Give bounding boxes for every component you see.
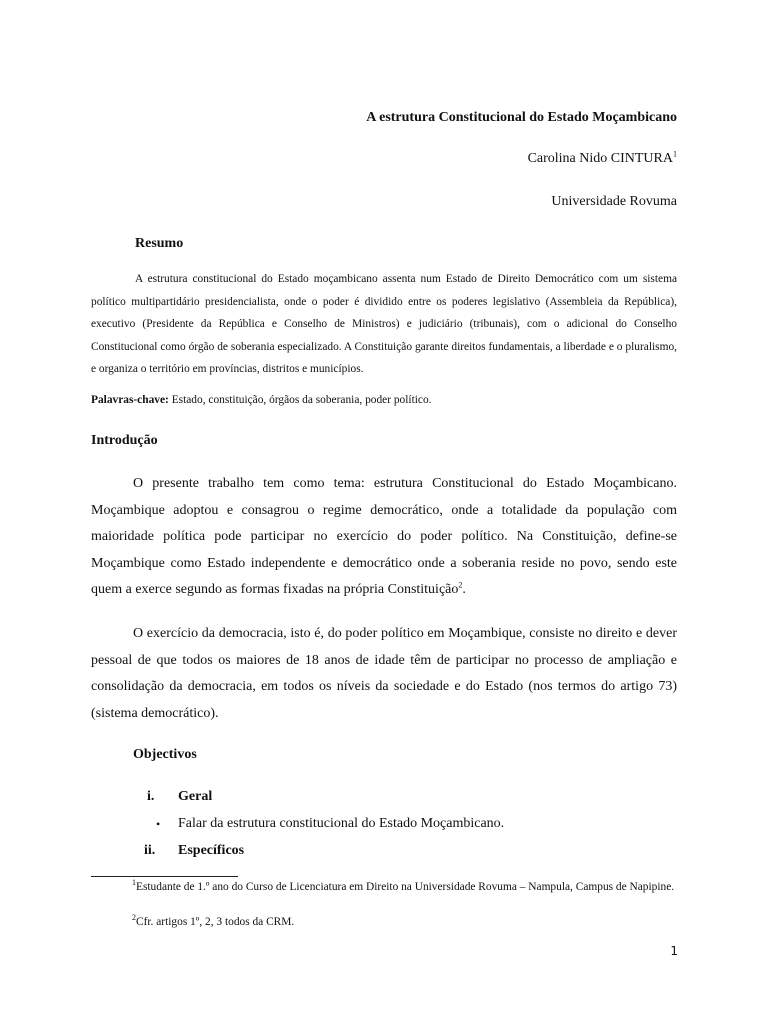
objective-number-1: i. [147, 789, 155, 804]
footnote-1 [91, 879, 679, 896]
keywords-label: Palavras-chave: [91, 394, 169, 406]
objectives-heading: Objectivos [133, 747, 197, 762]
footnote-1-mark: 1 [132, 878, 136, 888]
footnote-2-text: Cfr. artigos 1º, 2, 3 todos da CRM. [136, 916, 295, 928]
footnote-1-text: Estudante de 1.º ano do Curso de Licenciatura em Direito na Universidade Rovuma – Nampula, Campus de Napipine. [136, 881, 675, 893]
objective-number-2: ii. [144, 843, 156, 858]
intro-paragraph-1-text: O presente trabalho tem como tema: estrutura Constitucional do Estado Moçambicano. Moçambique adoptou e consagrou o regime democrático, onde a totalidade da população com maioridade política pode participar no exercício do poder político. Na Constituição, define-se Moçambique como Estado independente e democrático onde a soberania reside no povo, sendo este quem a exerce segundo as formas fixadas na própria Constituição [91, 476, 677, 597]
abstract-heading: Resumo [135, 236, 184, 251]
keywords-list: Estado, constituição, órgãos da soberania, poder político. [171, 394, 432, 406]
author-footnote-mark: 1 [673, 149, 677, 159]
intro-footnote-mark: 2 [458, 580, 463, 590]
bullet-icon: • [156, 817, 161, 831]
author-name: Carolina Nido CINTURA [527, 151, 673, 166]
page-number: 1 [670, 944, 678, 958]
affiliation: Universidade Rovuma [551, 194, 677, 209]
objective-general-label: Geral [178, 789, 213, 804]
footnote-2-mark: 2 [132, 913, 136, 923]
intro-paragraph-1-end: . [462, 582, 466, 597]
keywords [91, 394, 432, 406]
introduction-heading: Introdução [91, 433, 158, 448]
footnote-2 [132, 914, 720, 931]
paper-title: A estrutura Constitucional do Estado Moçambicano [366, 110, 677, 125]
intro-paragraph-2: O exercício da democracia, isto é, do poder político em Moçambique, consiste no direito e dever pessoal de que todos os maiores de 18 anos de idade têm de participar no processo de ampliação e consolidação da democracia, em todos os níveis da sociedade e do Estado (nos termos do artigo 73) (sistema democrático). [91, 626, 677, 721]
footnote-divider [91, 876, 238, 877]
objective-specific-label: Específicos [178, 843, 245, 858]
intro-paragraph-1 [91, 471, 677, 604]
abstract-text: A estrutura constitucional do Estado moçambicano assenta num Estado de Direito Democrático com um sistema político multipartidário presidencialista, onde o poder é dividido entre os poderes legislativo (Assembleia da República), executivo (Presidente da República e Conselho de Ministros) e judiciário (tribunais), com o adicional do Conselho Constitucional como órgão de soberania especializado. A Constituição garante direitos fundamentais, a liberdade e o pluralismo, e organiza o território em províncias, distritos e municípios. [91, 273, 677, 376]
objective-general-text: Falar da estrutura constitucional do Estado Moçambicano. [178, 816, 505, 831]
author-line [528, 151, 677, 167]
